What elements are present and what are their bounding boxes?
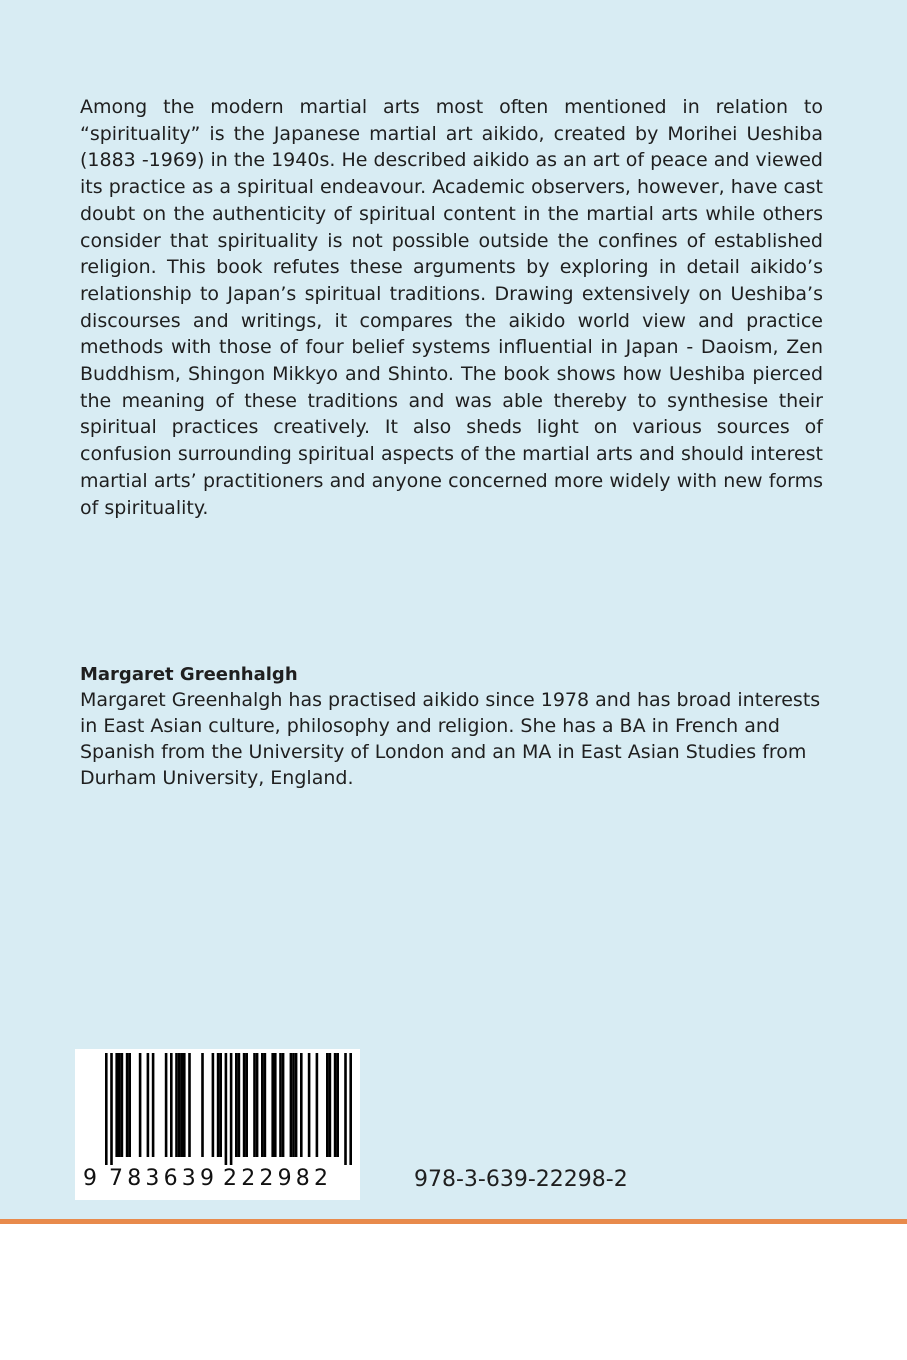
- barcode-bar: [225, 1053, 228, 1165]
- barcode-bar: [118, 1053, 121, 1157]
- barcode-bar: [271, 1053, 274, 1157]
- barcode-bar: [300, 1053, 303, 1157]
- barcode-bar: [183, 1053, 186, 1157]
- barcode-bar: [282, 1053, 285, 1157]
- book-description: Among the modern martial arts most often mentioned in relation to “spirituality” is the Japanese martial art aikido, created by Morihei Ueshiba (1883 -1969) in the 1940s. He described aikido as an art of peace and viewed its practice as a spiritual endeavour. Academic observers, however, have cast doubt on the authenticity of spiritual content in the martial arts while others consider that spirituality is not possible outside the confines of established religion. This book refutes these arguments by exploring in detail aikido’s relationship to Japan’s spiritual traditions. Drawing extensively on Ueshiba’s discourses and writings, it compares the aikido world view and practice methods with those of four belief systems influential in Japan - Daoism, Zen Buddhism, Shingon Mikkyo and Shinto. The book shows how Ueshiba pierced the meaning of these traditions and was able thereby to synthesise their spiritual practices creatively. It also sheds light on various sources of confusion surrounding spiritual aspects of the martial arts and should interest martial arts’ practitioners and anyone concerned more widely with new forms of spirituality.: [80, 96, 823, 519]
- barcode-bar: [308, 1053, 311, 1157]
- barcode-bar: [175, 1053, 178, 1157]
- barcode-bar: [217, 1053, 220, 1157]
- barcode-bar: [147, 1053, 150, 1157]
- barcode-bar: [264, 1053, 267, 1157]
- barcode-bar: [152, 1053, 155, 1157]
- barcode-bar: [344, 1053, 347, 1165]
- barcode-bar: [295, 1053, 298, 1157]
- barcode-bar: [235, 1053, 238, 1157]
- barcode-bar: [115, 1053, 118, 1157]
- barcode-bar: [334, 1053, 337, 1157]
- bottom-rule: [0, 1219, 907, 1224]
- barcode-bars: [75, 1049, 360, 1169]
- barcode-bar: [110, 1053, 113, 1165]
- barcode-bar: [121, 1053, 124, 1157]
- barcode-bar: [170, 1053, 173, 1157]
- barcode-bar: [126, 1053, 129, 1157]
- barcode-bar: [238, 1053, 241, 1157]
- barcode-bar: [261, 1053, 264, 1157]
- barcode-bar: [128, 1053, 131, 1157]
- barcode-bar: [336, 1053, 339, 1157]
- barcode-bar: [180, 1053, 183, 1157]
- barcode-bar: [212, 1053, 215, 1157]
- barcode-bar: [326, 1053, 329, 1157]
- barcode-bar: [274, 1053, 277, 1157]
- barcode-right-group: 222982: [223, 1166, 333, 1191]
- barcode-bar: [243, 1053, 246, 1157]
- author-bio: Margaret Greenhalgh has practised aikido since 1978 and has broad interests in East Asian culture, philosophy and religion. She has a BA in French and Spanish from the University of London and an MA in East Asian Studies from Durham University, England.: [80, 689, 821, 789]
- author-name: Margaret Greenhalgh: [80, 664, 298, 685]
- barcode-lead-digit: 9: [83, 1166, 97, 1191]
- barcode-bar: [245, 1053, 248, 1157]
- barcode-bar: [292, 1053, 295, 1157]
- barcode-bar: [139, 1053, 142, 1157]
- barcode-bar: [178, 1053, 181, 1157]
- barcode: [75, 1049, 360, 1200]
- barcode-bar: [316, 1053, 319, 1157]
- barcode-bar: [279, 1053, 282, 1157]
- barcode-bar: [165, 1053, 168, 1157]
- barcode-bar: [256, 1053, 259, 1157]
- barcode-digits: [75, 1166, 360, 1196]
- barcode-bar: [349, 1053, 352, 1165]
- barcode-bar: [201, 1053, 204, 1157]
- barcode-bar: [253, 1053, 256, 1157]
- barcode-bar: [188, 1053, 191, 1157]
- barcode-bar: [230, 1053, 233, 1165]
- barcode-bar: [105, 1053, 108, 1165]
- barcode-bar: [290, 1053, 293, 1157]
- barcode-bar: [219, 1053, 222, 1157]
- barcode-left-group: 783639: [109, 1166, 219, 1191]
- isbn-number: 978-3-639-22298-2: [414, 1167, 628, 1192]
- barcode-bar: [329, 1053, 332, 1157]
